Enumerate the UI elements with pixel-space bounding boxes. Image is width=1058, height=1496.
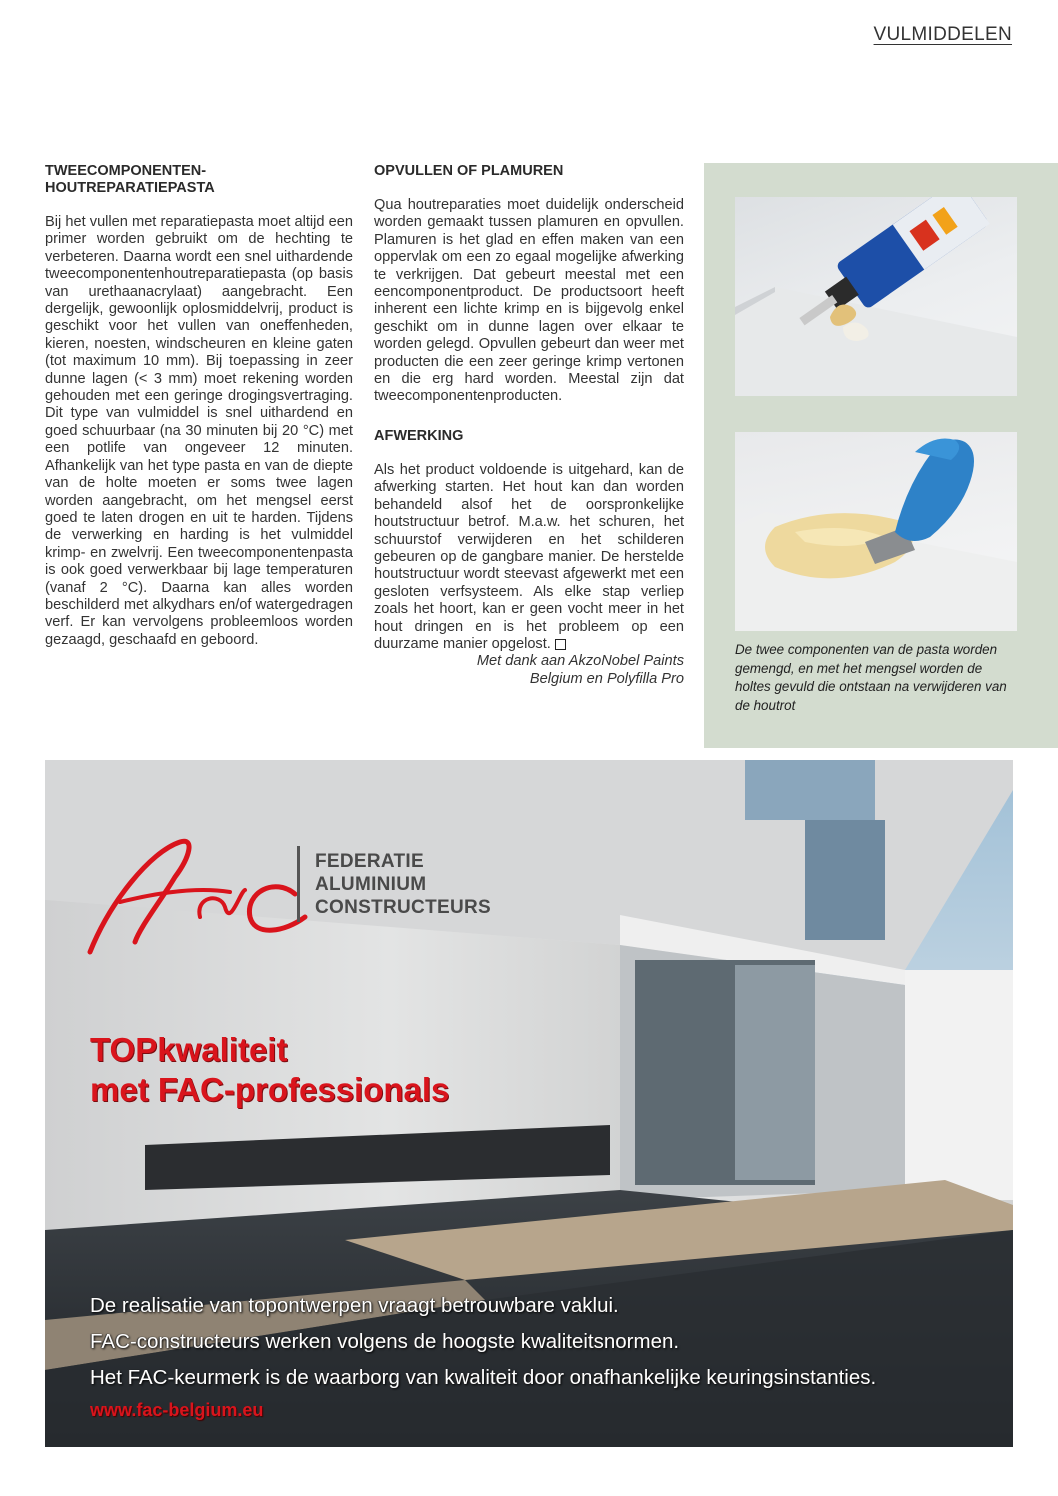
headline-line-1: TOPkwaliteit bbox=[90, 1031, 288, 1068]
ad-website-link[interactable]: www.fac-belgium.eu bbox=[90, 1400, 264, 1420]
photo-cartridge-dispensing bbox=[735, 197, 1017, 396]
credit-line-2: Belgium en Polyfilla Pro bbox=[529, 670, 684, 687]
heading-afwerking: AFWERKING bbox=[374, 427, 464, 444]
heading-line-1: TWEECOMPONENTEN- bbox=[45, 163, 207, 179]
headline-line-2: met FAC-professionals bbox=[90, 1071, 450, 1108]
body-paragraph-afwerking bbox=[374, 462, 684, 653]
heading-line-2: HOUTREPARATIEPASTA bbox=[45, 180, 215, 196]
photo-sidebar bbox=[704, 163, 1058, 748]
body-paragraph-opvullen: Qua houtreparaties moet duidelijk onderscheid worden gemaakt tussen plamuren en opvullen. Plamuren is het glad en effen maken van een oppervlak om een zo egaal mogelijke afwerking te verkrijgen. Dat gebeurt meestal met een eencomponentproduct. De productsoort heeft inherent een lichte krimp en is bijgevolg enkel geschikt om in dunne lagen over elkaar te worden gelegd. Opvullen gebeurt dan weer met producten die een zeer geringe krimp vertonen en die erg hard worden. Meestal zijn dat tweecomponentenproducten. bbox=[374, 197, 684, 405]
ad-body bbox=[90, 1288, 876, 1396]
article-column-1 bbox=[45, 163, 353, 649]
photo-caption: De twee componenten van de pasta worden gemengd, en met het mengsel worden de holtes gevuld die ontstaan na verwijderen van de houtrot bbox=[735, 642, 1007, 713]
ad-line-1: De realisatie van topontwerpen vraagt betrouwbare vaklui. bbox=[90, 1294, 619, 1317]
org-line-3: CONSTRUCTEURS bbox=[315, 897, 491, 918]
section-label: VULMIDDELEN bbox=[873, 24, 1012, 45]
article-column-2 bbox=[374, 163, 684, 688]
ad-headline bbox=[90, 1030, 449, 1110]
afwerking-text: Als het product voldoende is uitgehard, kan de afwerking starten. Het hout kan dan worden behandeld alsof het de oorspronkelijke houtstructuur betrof. M.a.w. het schuren, het schuurstof verwijderen en het schilderen gebeuren op de gangbare manier. De herstelde houtstructuur wordt steevast afgewerkt met een gesloten verfsysteem. Als elke stap verliep zoals het hoort, kan er geen vocht meer in het hout dringen en is het probleem op een duurzame manier opgelost. bbox=[374, 461, 684, 652]
ad-line-3: Het FAC-keurmerk is de waarborg van kwaliteit door onafhankelijke keuringsinstanties. bbox=[90, 1366, 877, 1389]
fac-advertisement[interactable] bbox=[45, 760, 1013, 1447]
photo-spreading-paste bbox=[735, 432, 1017, 631]
heading-houtreparatiepasta bbox=[45, 163, 353, 197]
ad-line-2: FAC-constructeurs werken volgens de hoogste kwaliteitsnormen. bbox=[90, 1330, 680, 1353]
logo-divider bbox=[297, 846, 300, 922]
end-of-article-icon bbox=[555, 639, 566, 650]
fac-logo-icon bbox=[80, 832, 315, 967]
organization-name bbox=[315, 850, 491, 919]
heading-opvullen-of-plamuren: OPVULLEN OF PLAMUREN bbox=[374, 163, 564, 179]
org-line-2: ALUMINIUM bbox=[315, 874, 427, 895]
credit-line-1: Met dank aan AkzoNobel Paints bbox=[476, 653, 684, 670]
body-paragraph: Bij het vullen met reparatiepasta moet altijd een primer worden gebruikt om de hechting te verbeteren. Daarna wordt een snel uithardende tweecomponentenhoutreparatiepasta (op basis van urethaanacrylaat) aangebracht. Een dergelijk, gewoonlijk oplosmiddelvrij, product is geschikt voor het vullen van oneffenheden, kieren, noesten, windscheuren en kleine gaten (tot maximum 10 mm). Bij toepassing in zeer dunne lagen (< 3 mm) moet rekening worden gehouden met een geringe drogingsvertraging. Dit type van vulmiddel is snel uithardend en goed schuurbaar (na 30 minuten bij 20 °C) met een potlife van ongeveer 12 minuten. Afhankelijk van het type pasta en van de diepte van de holte moeten er soms twee lagen worden aangebracht, om het mengsel eerst goed te laten drogen en uit te harden. Tijdens de verwerking en harding is het vulmiddel krimp- en zwelvrij. Een tweecomponentenpasta is ook goed verwerkbaar bij lage temperaturen (vanaf 2 °C). Daarna kan alles worden beschilderd met alkydhars en/of watergedragen verf. Er kan vervolgens probleemloos worden gezaagd, geschaafd en geboord. bbox=[45, 214, 353, 648]
org-line-1: FEDERATIE bbox=[315, 851, 424, 872]
